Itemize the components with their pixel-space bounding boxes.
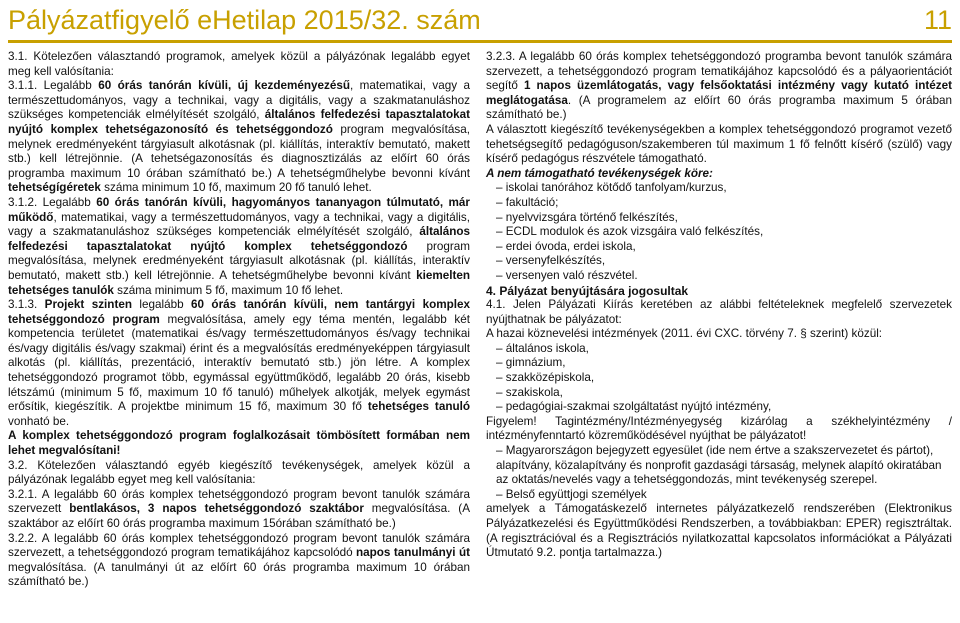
list-item: – fakultáció; xyxy=(486,196,952,211)
paragraph: 3.2.2. A legalább 60 órás komplex tehetséggondozó program bevont tanulók számára szervezett, a tehetséggondozó program tematikájához kapcsolódó napos tanulmányi út megvalósítása. (A tanulmányi út az előírt 60 órás programba maximum 10 órában számítható be.) xyxy=(8,531,470,589)
paragraph: 4.1. Jelen Pályázati Kiírás keretében az alábbi feltételeknek megfelelő szervezetek nyújthatnak be pályázatot: xyxy=(486,298,952,326)
paragraph: 3.1.1. Legalább 60 órás tanórán kívüli, új kezdeményezésű, matematikai, vagy a természettudományos, vagy a technikai, vagy a digitális, vagy a szakmatanuláshoz szükséges kompetenciák elmélyítését szolgáló, általános felfedezési tapasztalatokat nyújtó komplex tehetségazonosító és tehetséggondozó program megvalósítása, melynek eredményeként tárgyiasult alkotásnak (pl. kiállítás, interaktív bemutató, makett stb.) kell létrejönnie. (A tehetségazonosítás és diagnosztizálás az előírt 60 órás programba maximum 10 órában számítható be.) A tehetségműhelybe bevonni kívánt tehetségígéretek száma minimum 10 fő, maximum 20 fő tanuló lehet. xyxy=(8,79,471,195)
page-header xyxy=(8,0,952,44)
page-title: Pályázatfigyelő eHetilap 2015/32. szám xyxy=(8,5,481,35)
list-item: – nyelvvizsgára történő felkészítés, xyxy=(486,211,952,226)
paragraph: A választott kiegészítő tevékenységekben a komplex tehetséggondozó programot vezető tehetségsegítő pedagóguson/szakemberen túl maximum 1 fő felnőtt kísérő (szülő) vagy kísérő pedagógus részvétele támogatható. xyxy=(486,122,952,166)
list-item: – szakközépiskola, xyxy=(486,371,952,386)
paragraph: amelyek a Támogatáskezelő internetes pályázatkezelő rendszerében (Elektronikus Pályázatkezelési és Együttműködési Rendszerben, a továbbiakban: EPER) regisztráltak. (A regisztrációval és a Regisztrációs nyilatkozattal kapcsolatos információkat a Pályázati Útmutató 9.2. pontja tartalmazza.) xyxy=(486,502,952,560)
list-item: – iskolai tanórához kötődő tanfolyam/kurzus, xyxy=(486,181,952,196)
paragraph: 3.2.3. A legalább 60 órás komplex tehetséggondozó programba bevont tanulók számára szervezett, a tehetséggondozó program tematikájához kapcsolódó és a pályaorientációt segítő 1 napos üzemlátogatás, vagy felsőoktatási intézmény vagy kutató intézet meglátogatása. (A programelem az előírt 60 órás programba maximum 5 órában számítható be.) xyxy=(486,50,952,122)
list-item: – pedagógiai-szakmai szolgáltatást nyújtó intézmény, xyxy=(486,400,952,415)
header-rule xyxy=(8,40,952,43)
page-number: 11 xyxy=(923,5,952,35)
list-item: – erdei óvoda, erdei iskola, xyxy=(486,240,952,255)
list-item: – általános iskola, xyxy=(486,342,952,357)
list-item: – szakiskola, xyxy=(486,386,952,401)
left-column xyxy=(8,50,470,590)
right-column xyxy=(486,50,952,561)
paragraph: 3.1.2. Legalább 60 órás tanórán kívüli, hagyományos tananyagon túlmutató, már működő, matematikai, vagy a természettudományos, vagy a technikai, vagy a digitális, vagy a szakmatanuláshoz szükséges kompetenciák elmélyítését szolgáló, általános felfedezési tapasztalatokat nyújtó komplex tehetséggondozó program megvalósítása, melynek eredményeként tárgyiasult alkotásnak (pl. kiállítás, interaktív bemutató, makett stb.) kell létrejönnie. A tehetségműhelybe bevonni kívánt kiemelten tehetséges tanulók száma minimum 5 fő, maximum 10 fő lehet. xyxy=(8,195,470,297)
list-item: – versenyfelkészítés, xyxy=(486,254,952,269)
paragraph: 3.1. Kötelezően választandó programok, amelyek közül a pályázónak legalább egyet meg kell valósítania: xyxy=(8,50,470,78)
paragraph: 3.2. Kötelezően választandó egyéb kiegészítő tevékenységek, amelyek közül a pályázónak legalább egyet meg kell valósítania: xyxy=(8,458,470,487)
section-heading: 4. Pályázat benyújtására jogosultak xyxy=(486,283,689,298)
paragraph: 3.1.3. Projekt szinten legalább 60 órás tanórán kívüli, nem tantárgyi komplex tehetséggondozó program megvalósítása, amely egy téma mentén, legalább két kompetencia területet (matematikai és/vagy természettudományos és/vagy technikai és/vagy digitális és/vagy szakmai) érint és a megvalósítás eredményeképpen tárgyiasult alkotás (pl. kiállítás, prezentáció, interaktív bemutató stb.) jön létre. A komplex tehetséggondozó programot több, egymással együttműködő, legalább 20 órás, kisebb létszámú (minimum 5 fő, maximum 10 fő tanuló) műhelyek alkotják, melyek egymást erősítik, kiegészítik. A projektbe minimum 15 fő, maximum 30 fő tehetséges tanuló vonható be. xyxy=(8,298,470,428)
paragraph: A nem támogatható tevékenységek köre: xyxy=(486,166,713,180)
list-item: – versenyen való részvétel. xyxy=(486,269,952,284)
paragraph: 3.2.1. A legalább 60 órás komplex tehetséggondozó program bevont tanulók számára szervezett bentlakásos, 3 napos tehetséggondozó szaktábor megvalósítása. (A szaktábor az előírt 60 órás programba maximum 15órában számítható be.) xyxy=(8,487,470,530)
paragraph: Figyelem! Tagintézmény/Intézményegység kizárólag a székhelyintézmény / intézményfenntartó közreműködésével nyújthat be pályázatot! xyxy=(486,414,952,443)
list-item: – Magyarországon bejegyzett egyesület (ide nem értve a szakszervezetet és pártot), alapítvány, közalapítvány és nonprofit gazdasági társaság, melynek alapító okiratában az oktatás/nevelés vagy a tehetséggondozás, mint tevékenység szerepel. xyxy=(486,444,952,488)
list-item: – gimnázium, xyxy=(486,356,952,371)
paragraph: A komplex tehetséggondozó program foglalkozásait tömbösített formában nem lehet megvalósítani! xyxy=(8,429,470,458)
paragraph: A hazai köznevelési intézmények (2011. évi CXC. törvény 7. § szerint) közül: xyxy=(486,327,883,341)
list-item: – Belső együttjogi személyek xyxy=(486,488,952,503)
list-item: – ECDL modulok és azok vizsgáira való felkészítés, xyxy=(486,225,952,240)
